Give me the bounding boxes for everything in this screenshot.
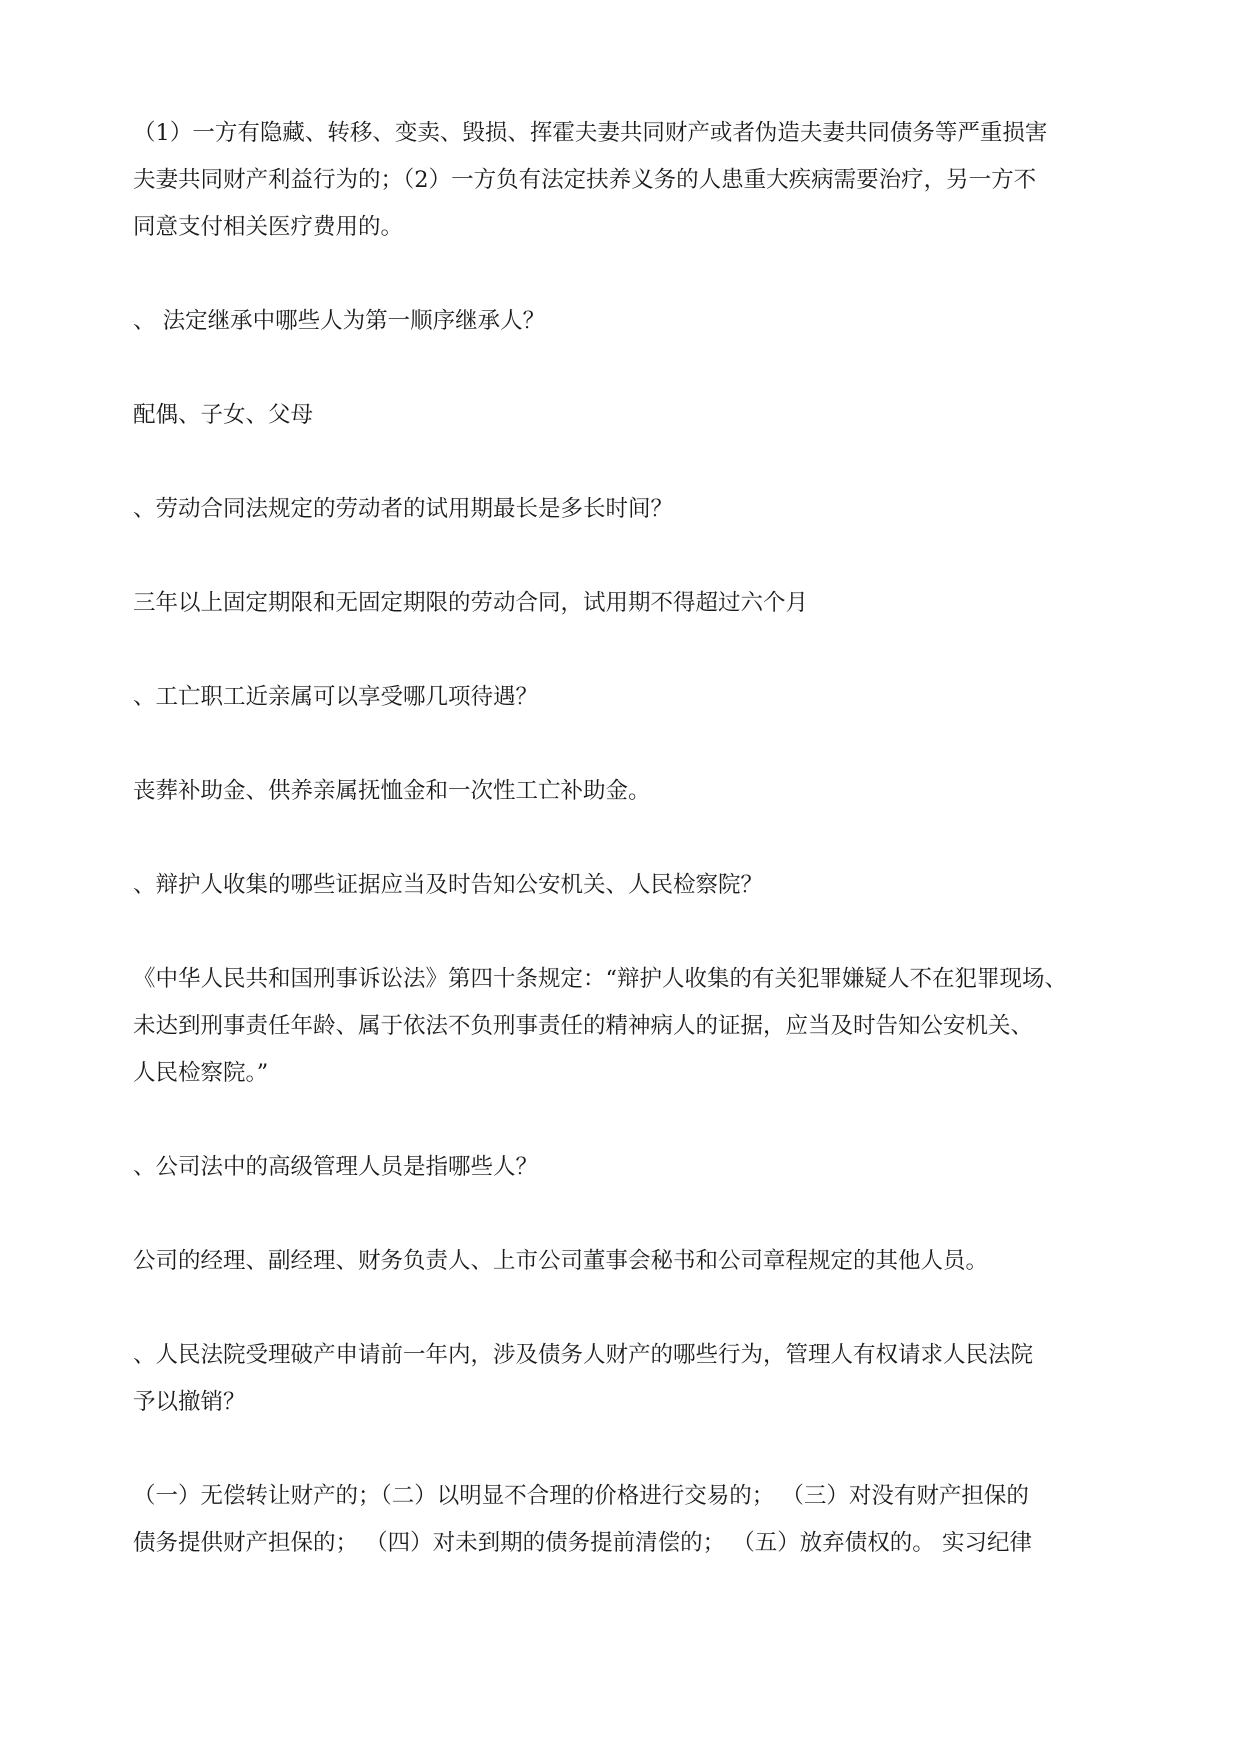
text-line: 人民检察院。”	[133, 1060, 269, 1086]
text-line: 同意支付相关医疗费用的。	[133, 214, 404, 240]
question-paragraph	[133, 1332, 1130, 1426]
answer-block-spousal-property	[133, 110, 1130, 251]
text-line: （一）无偿转让财产的；（二）以明显不合理的价格进行交易的； （三）对没有财产担保的	[133, 1483, 1029, 1509]
question-block-probation-period	[133, 486, 1130, 533]
text-line: 三年以上固定期限和无固定期限的劳动合同，试用期不得超过六个月	[133, 590, 809, 616]
question-block-revocable-acts	[133, 1332, 1130, 1426]
text-line: 予以撤销？	[133, 1389, 246, 1415]
question-block-defense-evidence	[133, 862, 1130, 909]
answer-paragraph	[133, 1473, 1130, 1567]
question-block-senior-managers	[133, 1144, 1130, 1191]
question-paragraph	[133, 674, 1130, 721]
text-line: 、劳动合同法规定的劳动者的试用期最长是多长时间？	[133, 496, 674, 522]
answer-block-defense-evidence	[133, 956, 1130, 1097]
answer-paragraph	[133, 392, 1130, 439]
text-line: 债务提供财产担保的； （四）对未到期的债务提前清偿的； （五）放弃债权的。 实习纪律	[133, 1530, 1032, 1556]
text-line: 丧葬补助金、供养亲属抚恤金和一次性工亡补助金。	[133, 778, 651, 804]
answer-block-work-death-benefits	[133, 768, 1130, 815]
question-block-work-death-benefits	[133, 674, 1130, 721]
answer-paragraph	[133, 580, 1130, 627]
answer-block-revocable-acts	[133, 1473, 1130, 1567]
answer-block-probation-period	[133, 580, 1130, 627]
text-line: 、辩护人收集的哪些证据应当及时告知公安机关、人民检察院？	[133, 872, 764, 898]
question-paragraph	[133, 298, 1130, 345]
answer-block-first-order-heirs	[133, 392, 1130, 439]
answer-paragraph	[133, 1238, 1130, 1285]
text-line: 公司的经理、副经理、财务负责人、上市公司董事会秘书和公司章程规定的其他人员。	[133, 1248, 989, 1274]
answer-paragraph	[133, 956, 1130, 1097]
question-paragraph	[133, 1144, 1130, 1191]
text-line: 、 法定继承中哪些人为第一顺序继承人？	[133, 308, 546, 334]
text-line: 夫妻共同财产利益行为的；（2）一方负有法定扶养义务的人患重大疾病需要治疗，另一方不	[133, 167, 1037, 193]
question-paragraph	[133, 486, 1130, 533]
text-line: 、人民法院受理破产申请前一年内，涉及债务人财产的哪些行为，管理人有权请求人民法院	[133, 1342, 1034, 1368]
text-line: 《中华人民共和国刑事诉讼法》第四十条规定：“辩护人收集的有关犯罪嫌疑人不在犯罪现场、	[133, 966, 1068, 992]
answer-paragraph	[133, 768, 1130, 815]
answer-paragraph	[133, 110, 1130, 251]
text-line: 未达到刑事责任年龄、属于依法不负刑事责任的精神病人的证据，应当及时告知公安机关、	[133, 1013, 1034, 1039]
text-line: 、公司法中的高级管理人员是指哪些人？	[133, 1154, 539, 1180]
text-line: 、工亡职工近亲属可以享受哪几项待遇？	[133, 684, 539, 710]
answer-block-senior-managers	[133, 1238, 1130, 1285]
question-block-first-order-heirs	[133, 298, 1130, 345]
text-line: （1）一方有隐藏、转移、变卖、毁损、挥霍夫妻共同财产或者伪造夫妻共同债务等严重损害	[133, 120, 1048, 146]
question-paragraph	[133, 862, 1130, 909]
text-line: 配偶、子女、父母	[133, 402, 314, 428]
